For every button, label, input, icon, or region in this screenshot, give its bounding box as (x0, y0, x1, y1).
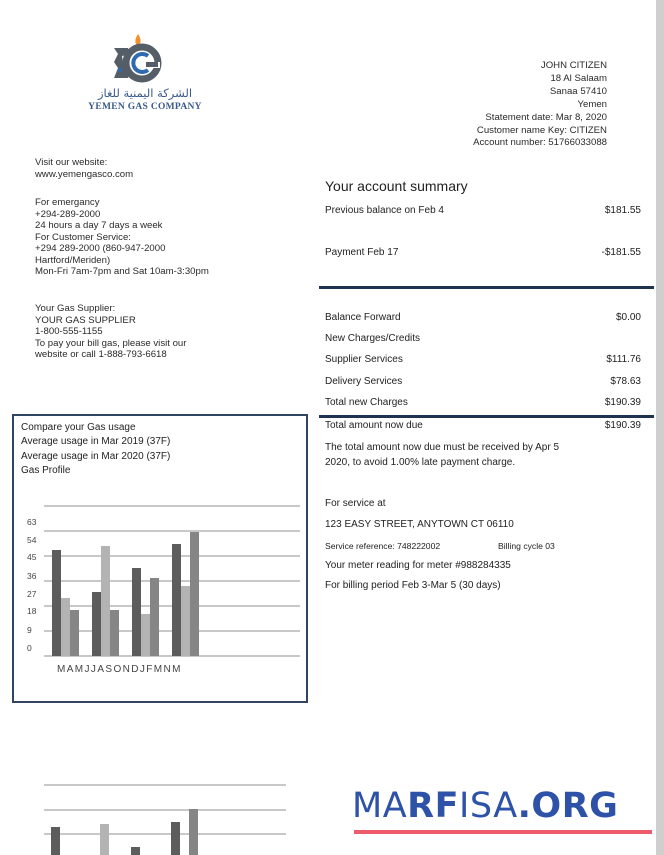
supplier-phone: 1-800-555-1155 (35, 326, 103, 337)
row-label: Total new Charges (325, 397, 408, 408)
summary-row-balance-forward (325, 312, 641, 323)
company-name-english: YEMEN GAS COMPANY (88, 102, 202, 112)
y-tick-label: 27 (27, 589, 37, 599)
row-amount: $78.63 (610, 376, 641, 387)
gas-profile-chart (14, 416, 306, 701)
customer-service-label: For Customer Service: (35, 231, 131, 243)
chart-bar (189, 809, 198, 855)
y-tick-label: 0 (27, 643, 32, 653)
row-amount: $190.39 (604, 420, 641, 431)
summary-row-new-charges (325, 333, 641, 344)
watermark-part-2: RF (407, 786, 459, 826)
chart-bar-dark (132, 568, 141, 656)
supplier-name: YOUR GAS SUPPLIER (35, 314, 136, 326)
due-note-line1: The total amount now due must be received by Apr 5 (325, 442, 560, 453)
service-reference: Service reference: 748222002 (325, 541, 441, 551)
customer-city: Sanaa 57410 (549, 85, 607, 97)
due-date-note (325, 440, 615, 470)
meter-reading: Your meter reading for meter #988284335 (325, 560, 511, 571)
watermark-underline (354, 830, 652, 834)
row-amount: -$181.55 (601, 247, 641, 258)
row-label: Payment Feb 17 (325, 247, 399, 258)
marfisa-watermark (352, 786, 618, 826)
y-tick-label: 54 (27, 535, 37, 545)
chart-bar-light (141, 614, 150, 656)
y-tick-label: 9 (27, 625, 32, 635)
y-tick-label: 36 (27, 571, 37, 581)
supplier-label: Your Gas Supplier: (35, 303, 116, 314)
service-label: For service at (325, 498, 386, 509)
chart-bar-medium (70, 610, 79, 656)
row-label: Supplier Services (325, 354, 403, 365)
page-edge-scrollbar (656, 0, 664, 855)
billing-period: For billing period Feb 3-Mar 5 (30 days) (325, 580, 501, 591)
summary-row-previous-balance (325, 205, 641, 216)
account-summary-title: Your account summary (325, 178, 468, 194)
due-note-line2: 2020, to avoid 1.00% late payment charge. (325, 457, 516, 468)
usage-title: Compare your Gas usage (21, 422, 136, 433)
row-label: Previous balance on Feb 4 (325, 205, 444, 216)
chart-bar (131, 847, 140, 855)
chart-bar-light (101, 546, 110, 656)
row-label: Total amount now due (325, 420, 423, 431)
customer-country: Yemen (577, 98, 607, 110)
gas-profile-chart-duplicate (0, 770, 330, 855)
billing-cycle: Billing cycle 03 (498, 541, 555, 551)
customer-name: JOHN CITIZEN (540, 60, 607, 71)
summary-row-supplier-services (325, 354, 641, 365)
summary-row-total-new-charges (325, 397, 641, 408)
customer-service-phone: +294 289-2000 (860-947-2000 (35, 243, 166, 254)
row-label: Balance Forward (325, 312, 401, 323)
emergency-phone: +294-289-2000 (35, 208, 101, 220)
chart-bar-light (181, 586, 190, 656)
row-amount: $111.76 (606, 354, 641, 365)
customer-service-hours: Mon-Fri 7am-7pm and Sat 10am-3:30pm (35, 266, 209, 277)
watermark-part-3: ISA (459, 786, 518, 826)
supplier-section (35, 303, 285, 361)
row-label: Delivery Services (325, 376, 403, 387)
watermark-part-1: MA (352, 786, 408, 826)
average-usage-2020: Average usage in Mar 2020 (37F) (21, 450, 171, 462)
customer-service-location: Hartford/Meriden) (35, 254, 111, 266)
company-name-arabic: الشركة اليمنية للغاز (97, 86, 193, 100)
row-amount: $190.39 (604, 397, 641, 408)
pay-instructions-line1: To pay your bill gas, please visit our (35, 337, 187, 349)
chart-bar-dark (92, 592, 101, 656)
contact-section (35, 197, 285, 278)
account-number: Account number: 51766033088 (473, 137, 607, 149)
customer-name-key: Customer name Key: CITIZEN (476, 124, 607, 136)
chart-bar-medium (190, 532, 199, 656)
website-link[interactable]: www.yemengasco.com (35, 168, 134, 180)
row-amount: $181.55 (604, 205, 641, 216)
chart-bar (100, 824, 109, 855)
watermark-part-4: .ORG (517, 786, 619, 826)
chart-bar-dark (172, 544, 181, 656)
row-label: New Charges/Credits (325, 333, 421, 344)
y-tick-label: 63 (27, 517, 37, 527)
chart-bar (51, 827, 60, 855)
yemen-gas-logo-icon (70, 32, 220, 88)
summary-row-payment (325, 247, 641, 258)
summary-row-total-due (325, 420, 641, 431)
website-label: Visit our website: (35, 157, 108, 168)
y-tick-label: 18 (27, 606, 37, 616)
gas-profile-label: Gas Profile (21, 464, 71, 476)
chart-bar-medium (150, 578, 159, 656)
summary-row-delivery-services (325, 376, 641, 387)
total-divider (319, 415, 654, 418)
customer-address-block (473, 60, 607, 150)
pay-instructions-line2: website or call 1-888-793-6618 (35, 349, 167, 360)
gas-usage-box (12, 414, 308, 703)
emergency-label: For emergancy (35, 197, 100, 208)
company-logo (70, 32, 220, 117)
x-tick-labels: MAMJJASONDJFMNM (57, 664, 182, 675)
y-tick-label: 45 (27, 552, 37, 562)
statement-date: Statement date: Mar 8, 2020 (485, 111, 607, 123)
average-usage-2019: Average usage in Mar 2019 (37F) (21, 436, 171, 448)
chart-bar-light (61, 598, 70, 656)
website-section (35, 157, 285, 180)
summary-divider (319, 286, 654, 289)
customer-street: 18 Al Salaam (550, 72, 607, 84)
row-amount: $0.00 (615, 312, 641, 323)
service-address: 123 EASY STREET, ANYTOWN CT 06110 (325, 519, 514, 530)
chart-bar-medium (110, 610, 119, 656)
chart-bar-dark (52, 550, 61, 656)
chart-bar (171, 822, 180, 855)
emergency-hours: 24 hours a day 7 days a week (35, 220, 163, 231)
